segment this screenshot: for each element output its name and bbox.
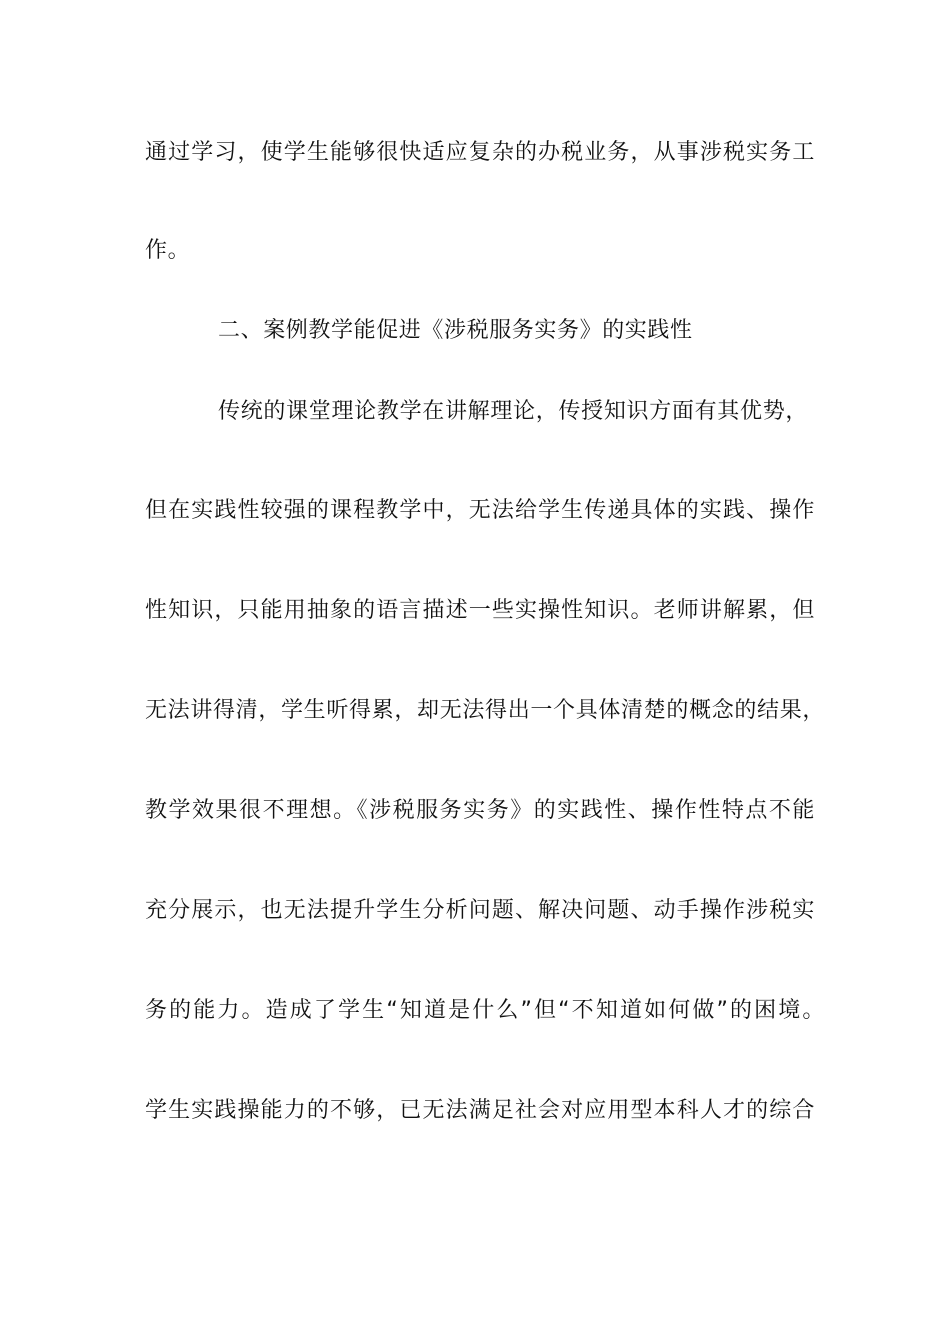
section-heading: 二、案例教学能促进《涉税服务实务》的实践性 bbox=[218, 318, 693, 343]
paragraph-line: 作。 bbox=[145, 238, 191, 263]
paragraph-line: 传统的课堂理论教学在讲解理论，传授知识方面有其优势， bbox=[218, 399, 808, 424]
paragraph-line: 务的能力。造成了学生“知道是什么”但“不知道如何做”的困境。 bbox=[145, 998, 825, 1023]
paragraph-line: 但在实践性较强的课程教学中，无法给学生传递具体的实践、操作 bbox=[145, 498, 815, 523]
paragraph-line: 通过学习，使学生能够很快适应复杂的办税业务，从事涉税实务工 bbox=[145, 140, 815, 165]
paragraph-line: 性知识，只能用抽象的语言描述一些实操性知识。老师讲解累，但 bbox=[145, 598, 815, 623]
paragraph-line: 教学效果很不理想。《涉税服务实务》的实践性、操作性特点不能 bbox=[145, 798, 815, 823]
paragraph-line: 学生实践操能力的不够，已无法满足社会对应用型本科人才的综合 bbox=[145, 1098, 815, 1123]
paragraph-line: 充分展示，也无法提升学生分析问题、解决问题、动手操作涉税实 bbox=[145, 898, 815, 923]
paragraph-line: 无法讲得清，学生听得累，却无法得出一个具体清楚的概念的结果， bbox=[145, 698, 825, 723]
